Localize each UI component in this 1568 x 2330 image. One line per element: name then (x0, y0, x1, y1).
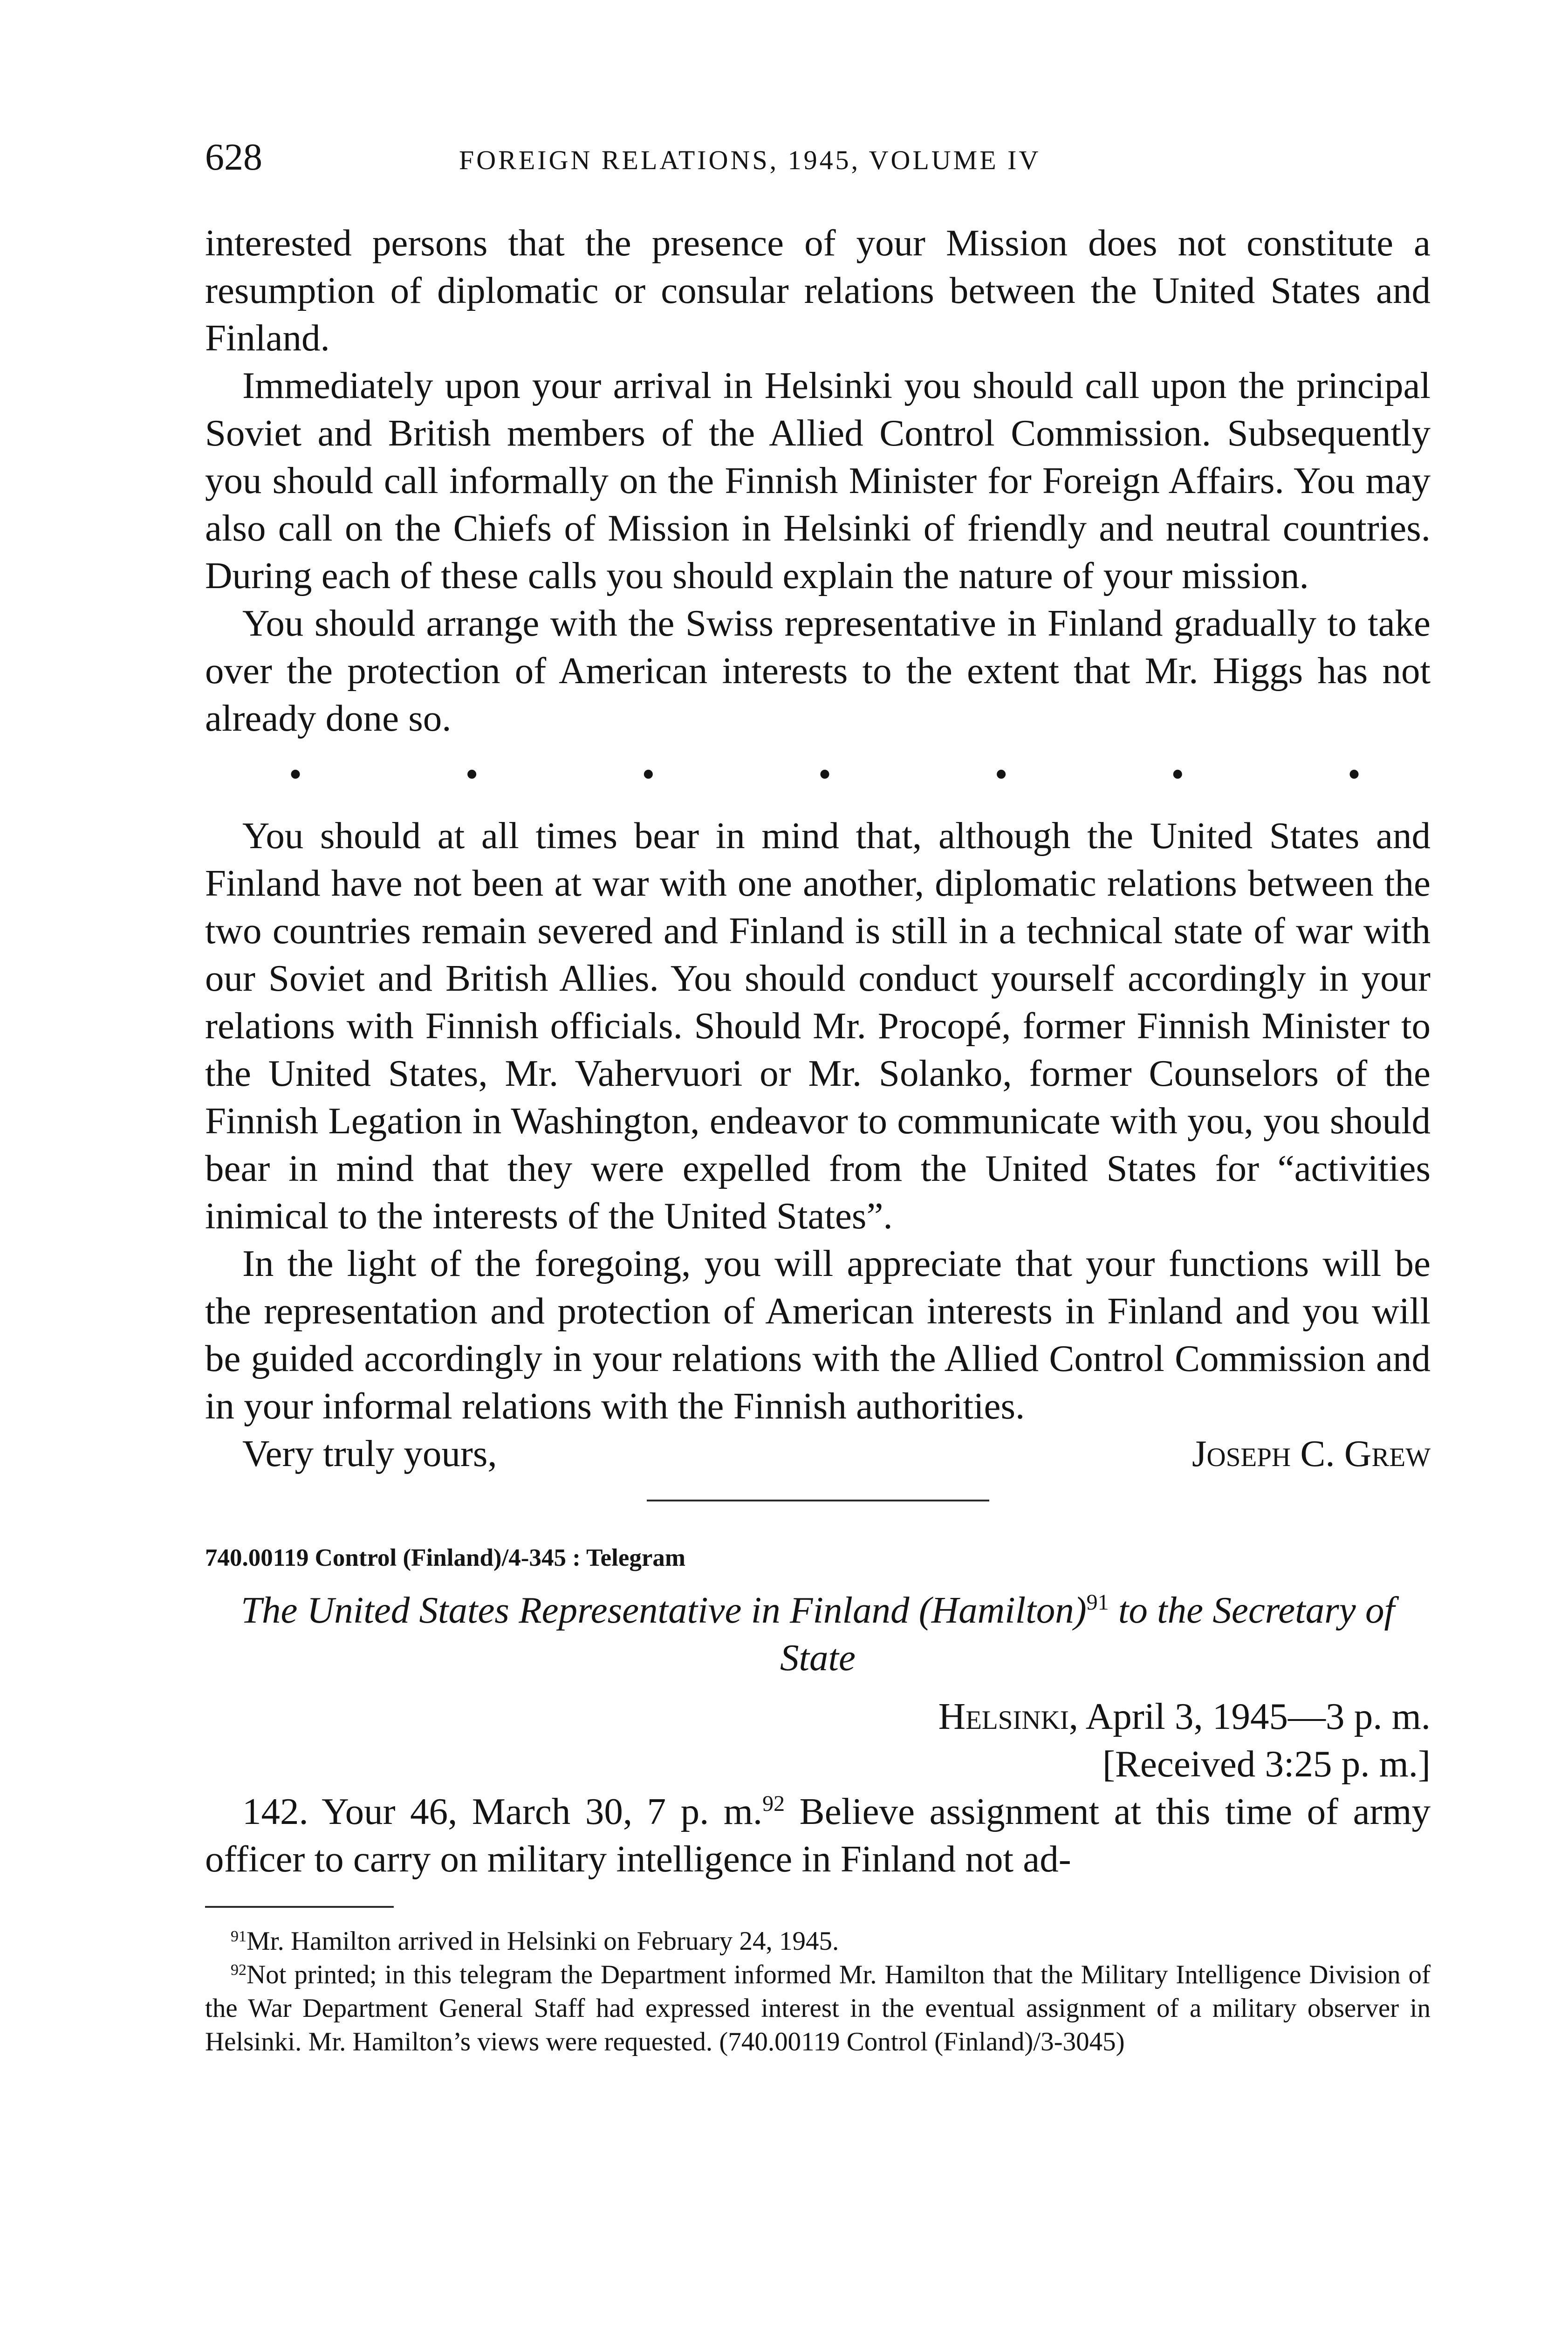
page-header (205, 135, 1361, 186)
dateline (205, 1693, 1431, 1740)
ellipsis-dot: • (289, 754, 302, 795)
ellipsis-dot: • (1171, 754, 1185, 795)
ellipsis-dot: • (642, 754, 655, 795)
footnote-ref-92: 92 (762, 1791, 785, 1816)
letter-paragraph-5: In the light of the foregoing, you will appreciate that your functions will be the representation and protection of American interests in Finland and you will be guided accordingly in your relations with the Allied Control Commission and in your informal relations with the Finnish authorities. (205, 1242, 1431, 1427)
footnotes (205, 1925, 1431, 2059)
page-body (205, 219, 1431, 2059)
letter-closing (205, 1430, 1431, 1477)
letter-paragraph-4: You should at all times bear in mind that, although the United States and Finland have not been at war with one another, diplomatic relations between the two countries remain severed and Finland is still in a technical state of war with our Soviet and British Allies. You should conduct yourself accordingly in your relations with Finnish officials. Should Mr. Procopé, former Finnish Minister to the United States, Mr. Vahervuori or Mr. Solanko, former Counselors of the Finnish Legation in Washington, endeavor to communicate with you, you should bear in mind that they were expelled from the United States for “activities inimical to the interests of the United States”. (205, 815, 1431, 1237)
letter-paragraph-1: interested persons that the presence of your Mission does not constitute a resumption of diplomatic or consular relations between the United States and Finland. (205, 222, 1431, 359)
title-text-part2: to the Secretary of State (780, 1589, 1395, 1679)
footnote-divider (205, 1906, 394, 1908)
telegram-text-rest: Believe assignment at this time of army officer to carry on military intelligence in Finland not ad- (205, 1790, 1431, 1880)
footnote-mark: 92 (231, 1961, 246, 1979)
footnote-text: Mr. Hamilton arrived in Helsinki on February 24, 1945. (246, 1926, 839, 1956)
file-reference: 740.00119 Control (Finland)/4-345 : Telegram (205, 1544, 686, 1571)
received-note: [Received 3:25 p. m.] (1102, 1743, 1431, 1785)
footnote-ref-91: 91 (1086, 1590, 1109, 1615)
document-title (205, 1586, 1431, 1681)
footnote-text: Not printed; in this telegram the Department informed Mr. Hamilton that the Military Intelligence Division of the War Department General Staff had expressed interest in the eventual assignment of a military observer in Helsinki. Mr. Hamilton’s views were requested. (740.00119 Control (Finland)/3-3045) (205, 1960, 1431, 2056)
page-number: 628 (205, 136, 262, 178)
ellipsis-row (205, 742, 1431, 812)
section-divider (647, 1500, 989, 1501)
ellipsis-dot: • (994, 754, 1008, 795)
signature: Joseph C. Grew (1192, 1432, 1431, 1474)
letter-paragraph-2: Immediately upon your arrival in Helsinki you should call upon the principal Soviet and British members of the Allied Control Commission. Subsequently you should call informally on the Finnish Minister for Foreign Affairs. You may also call on the Chiefs of Mission in Helsinki of friendly and neutral countries. During each of these calls you should explain the nature of your mission. (205, 364, 1431, 596)
footnote-91 (205, 1925, 1431, 1958)
valediction: Very truly yours, (242, 1432, 497, 1474)
dateline-date: April 3, 1945—3 p. m. (1078, 1695, 1431, 1737)
footnote-mark: 91 (231, 1928, 246, 1945)
running-title: FOREIGN RELATIONS, 1945, VOLUME IV (459, 145, 1041, 175)
dateline-place: Helsinki, (938, 1695, 1078, 1737)
telegram-text-start: 142. Your 46, March 30, 7 p. m. (242, 1790, 763, 1832)
letter-paragraph-3: You should arrange with the Swiss representative in Finland gradually to take over the protection of American interests to the extent that Mr. Higgs has not already done so. (205, 602, 1431, 739)
ellipsis-dot: • (465, 754, 479, 795)
telegram-text (205, 1788, 1431, 1883)
ellipsis-dot: • (818, 754, 831, 795)
ellipsis-dot: • (1347, 754, 1361, 795)
footnote-92 (205, 1958, 1431, 2059)
title-text-part1: The United States Representative in Finland (Hamilton) (241, 1589, 1087, 1631)
